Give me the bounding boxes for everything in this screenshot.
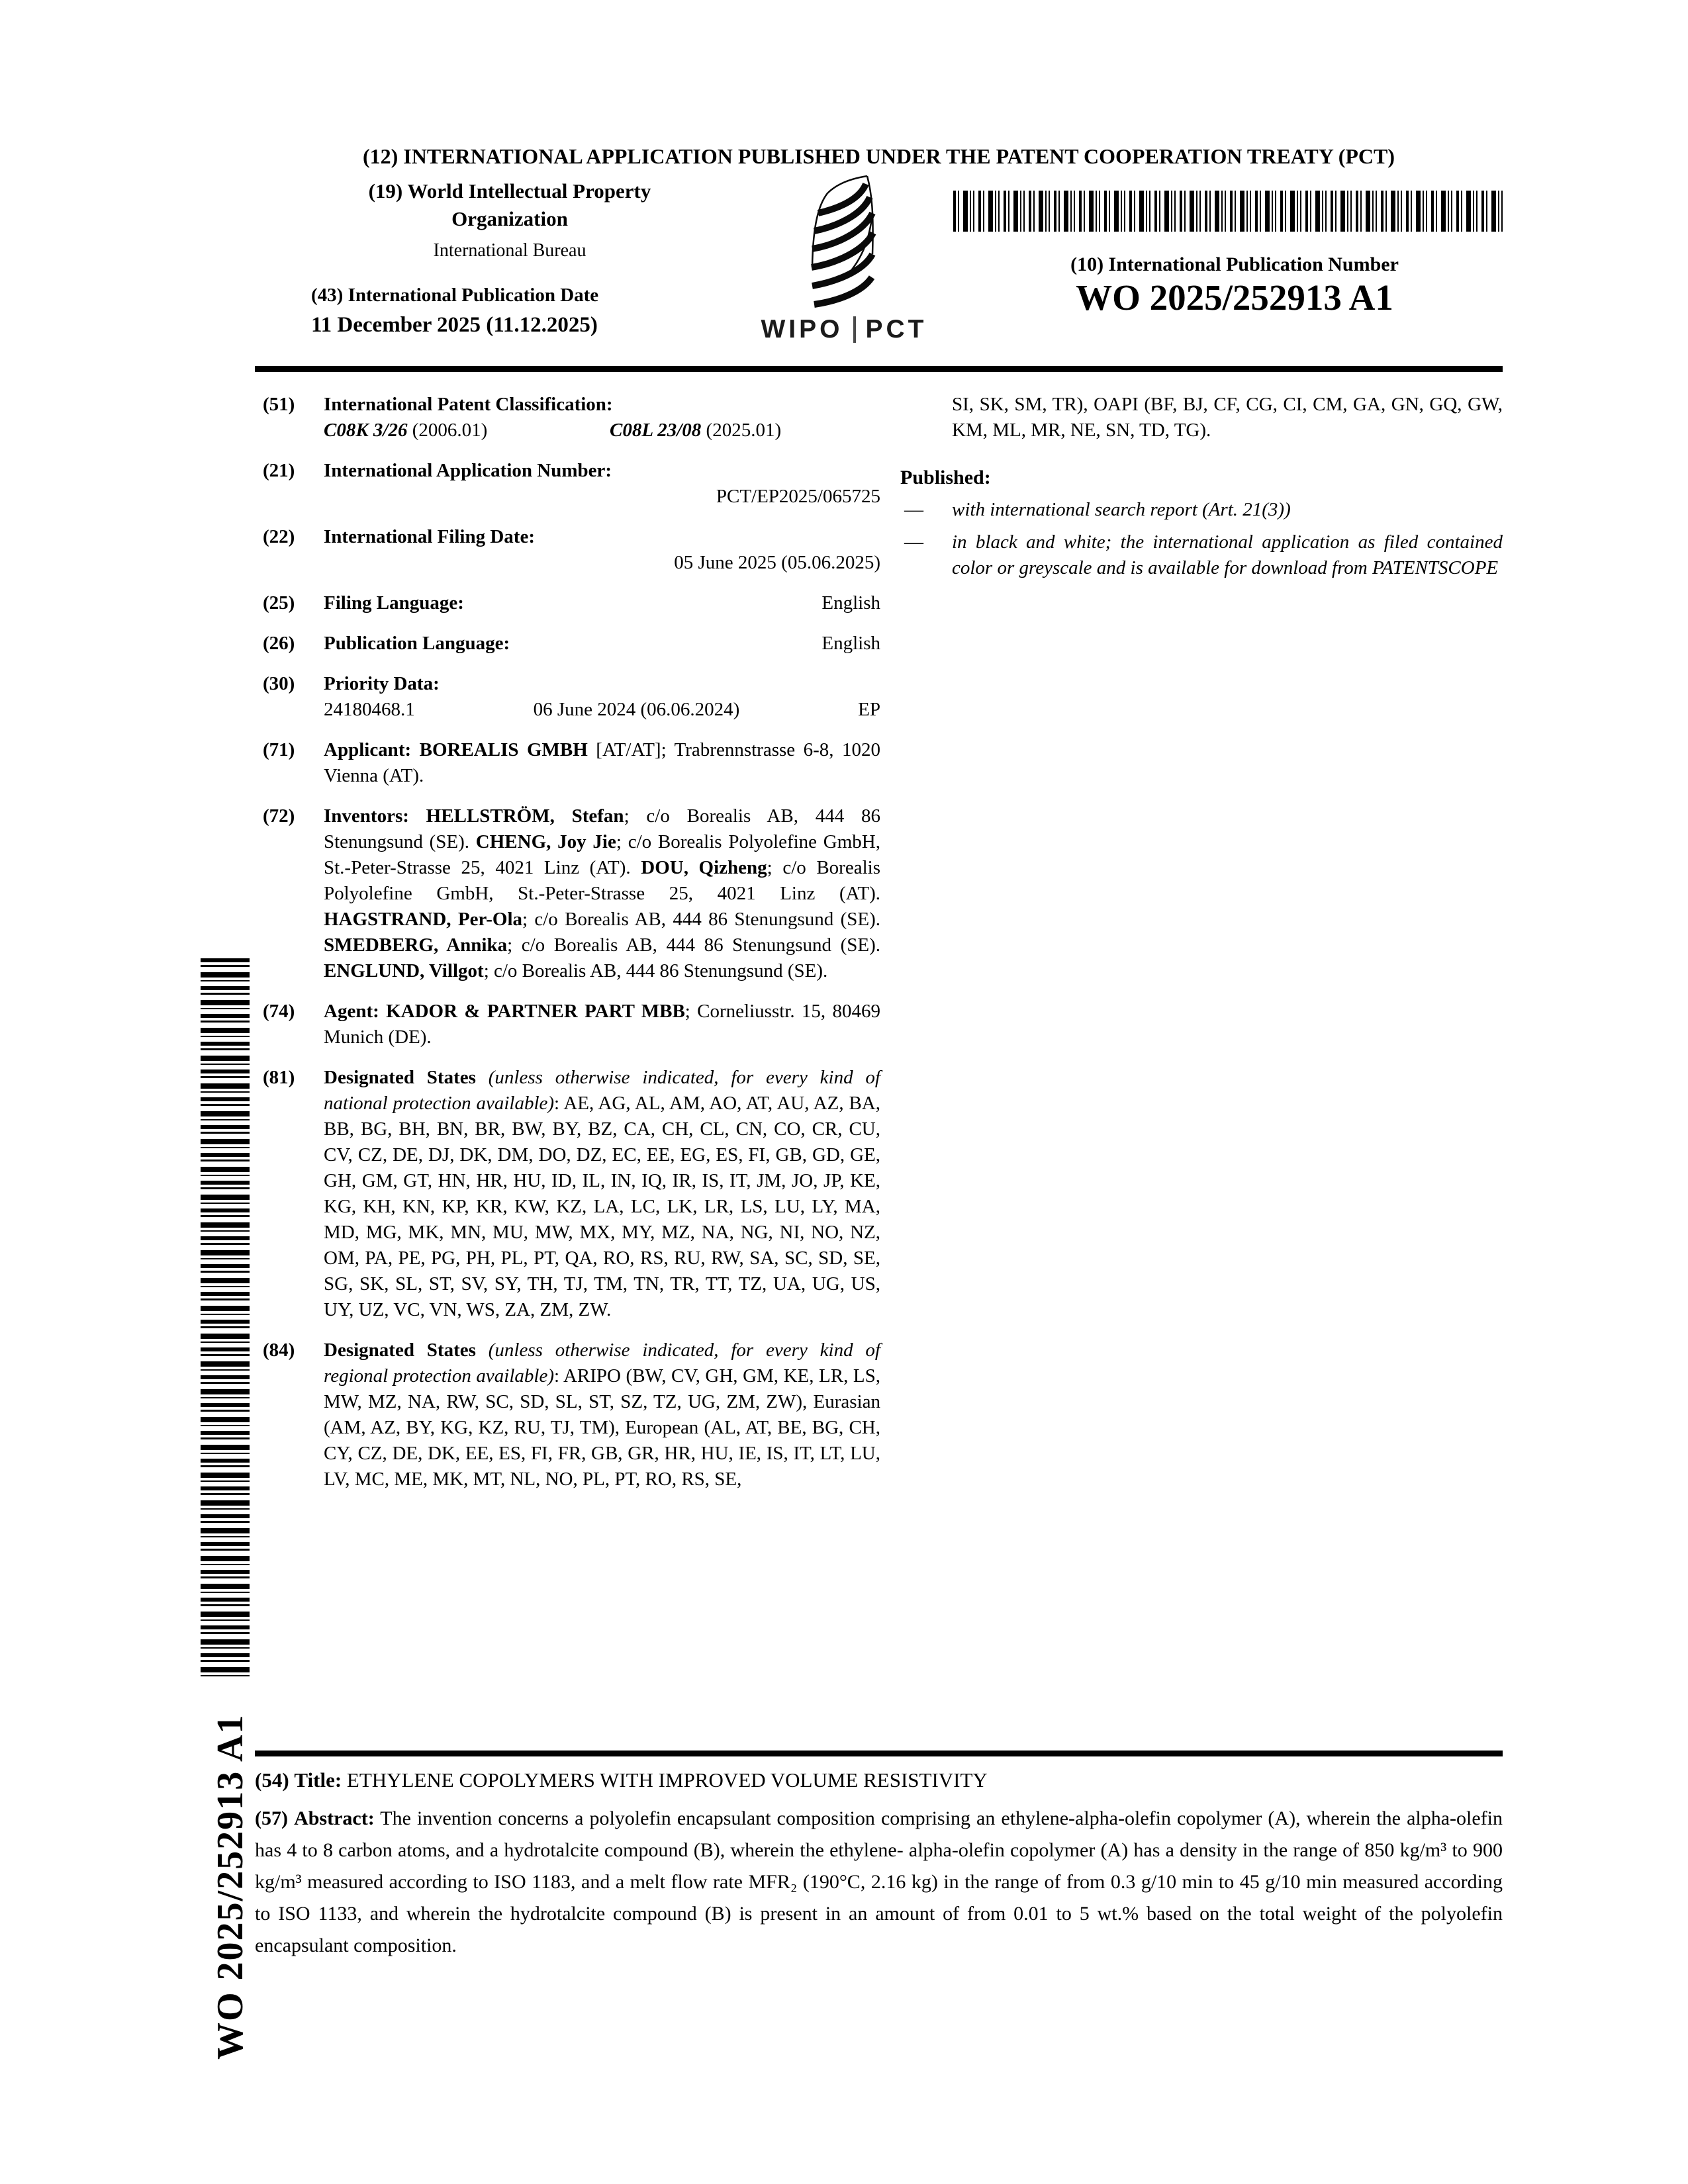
field-25-filing-language <box>255 590 880 616</box>
field-72-number: (72) <box>263 805 295 827</box>
org-name-line1: (19) World Intellectual Property <box>368 179 651 203</box>
application-number-value: PCT/EP2025/065725 <box>716 486 880 507</box>
field-21-application-number <box>255 458 880 510</box>
applicant-address: [AT/AT]; Trabrennstrasse 6-8, 1020 Vienna (AT). <box>324 739 881 786</box>
classification-entry: C08K 3/26 (2006.01) <box>324 420 488 441</box>
abstract-section <box>255 1803 1503 1962</box>
publication-date-value: 11 December 2025 (11.12.2025) <box>311 313 598 337</box>
published-item <box>900 497 1503 523</box>
priority-office: EP <box>858 699 880 720</box>
field-26-publication-language <box>255 631 880 657</box>
field-51-title: International Patent Classification: <box>324 394 613 415</box>
dash-bullet: — <box>904 531 923 553</box>
inventor-address: ; c/o Borealis AB, 444 86 Stenungsund (SE). <box>324 805 881 852</box>
title-section <box>255 1768 1503 1792</box>
field-72-inventors <box>255 803 880 984</box>
abstract-label: Abstract: <box>294 1807 375 1829</box>
sidebar-publication-number: WO 2025/252913 A1 <box>210 1713 251 2060</box>
agent-name: KADOR & PARTNER PART MBB <box>386 1001 685 1022</box>
designated-states-qualifier: (unless otherwise indicated, for every kind of national protection available) <box>324 1067 880 1114</box>
field-26-number: (26) <box>263 633 295 654</box>
designated-states-title: Designated States <box>324 1067 476 1088</box>
inventor-name: SMEDBERG, Annika <box>324 934 508 956</box>
inventor-name: DOU, Qizheng <box>641 857 767 878</box>
priority-data-row <box>324 697 880 723</box>
field-74-agent <box>255 999 880 1050</box>
applicant-label: Applicant: <box>324 739 412 760</box>
header-divider-rule <box>255 366 1503 372</box>
field-57-number: (57) <box>255 1807 288 1829</box>
classification-entries <box>324 418 880 443</box>
designated-states-qualifier: (unless otherwise indicated, for every kind of regional protection available) <box>324 1340 880 1387</box>
publication-barcode <box>953 191 1503 232</box>
inventor-name: HELLSTRÖM, Stefan <box>426 805 624 827</box>
field-84-designated-states-regional <box>255 1338 880 1492</box>
inventor-name: HAGSTRAND, Per-Ola <box>324 909 523 930</box>
logo-separator <box>853 316 856 343</box>
field-54-number: (54) <box>255 1768 289 1792</box>
field-71-applicant <box>255 737 880 789</box>
classification-entry: C08L 23/08 (2025.01) <box>610 420 782 441</box>
publication-date-label: (43) International Publication Date <box>311 285 599 306</box>
field-30-title: Priority Data: <box>324 673 440 694</box>
abstract-text: The invention concerns a polyolefin encapsulant composition comprising an ethylene-alpha-olefin copolymer (A), wherein the alpha-olefin has 4 to 8 carbon atoms, and a hydrotalcite compound (B), wherein the ethylene- alpha-olefin copolymer (A) has a density in the range of 850 kg/m³ to 900 kg/m³ measured according to ISO 1183, and a melt flow rate MFR₂ (190°C, 2.16 kg) in the range of from 0.3 g/10 min to 45 g/10 min measured according to ISO 1133, and wherein the hydrotalcite compound (B) is present in an amount of from 0.01 to 5 wt.% based on the total weight of the polyolefin encapsulant composition. <box>255 1807 1503 1956</box>
wipo-pct-logotype <box>728 315 960 344</box>
title-divider-rule <box>255 1751 1503 1756</box>
inventor-address: ; c/o Borealis AB, 444 86 Stenungsund (SE). <box>507 934 880 956</box>
inventor-address: ; c/o Borealis Polyolefine GmbH, St.-Peter-Strasse 25, 4021 Linz (AT). <box>324 857 880 904</box>
inventors-label: Inventors: <box>324 805 409 827</box>
invention-title: ETHYLENE COPOLYMERS WITH IMPROVED VOLUME RESISTIVITY <box>342 1768 988 1792</box>
field-51-number: (51) <box>263 394 295 415</box>
publication-language-value: English <box>821 633 880 654</box>
field-22-number: (22) <box>263 526 295 547</box>
published-item <box>900 529 1503 581</box>
publication-date-block <box>311 285 748 338</box>
dash-bullet: — <box>904 499 923 520</box>
field-74-number: (74) <box>263 1001 295 1022</box>
wipo-swirl-icon <box>804 173 884 310</box>
wipo-logo-text: WIPO <box>761 315 843 343</box>
designated-states-title: Designated States <box>324 1340 476 1361</box>
designated-states-list: : AE, AG, AL, AM, AO, AT, AU, AZ, BA, BB, BG, BH, BN, BR, BW, BY, BZ, CA, CH, CL, CN, CO, CR, CU, CV, CZ, DE, DJ, DK, DM, DO, DZ, EC, EE, EG, ES, FI, GB, GD, GE, GH, GM, GT, HN, HR, HU, ID, IL, IN, IQ, IR, IS, IT, JM, JO, JP, KE, KG, KH, KN, KP, KR, KW, KZ, LA, LC, LK, LR, LS, LU, LY, MA, MD, MG, MK, MN, MU, MW, MX, MY, MZ, NA, NG, NI, NO, NZ, OM, PA, PE, PG, PH, PL, PT, QA, RO, RS, RU, RW, SA, SC, SD, SE, SG, SK, SL, ST, SV, SY, TH, TJ, TM, TN, TR, TT, TZ, UA, UG, US, UY, UZ, VC, VN, WS, ZA, ZM, ZW. <box>324 1093 880 1320</box>
field-25-title: Filing Language: <box>324 592 464 614</box>
field-30-number: (30) <box>263 673 295 694</box>
field-22-filing-date <box>255 524 880 576</box>
wipo-logo-block <box>728 173 960 344</box>
field-21-title: International Application Number: <box>324 460 612 481</box>
field-22-title: International Filing Date: <box>324 526 535 547</box>
sidebar-barcode <box>201 958 250 1680</box>
wipo-org-block <box>311 177 708 265</box>
published-item-text: in black and white; the international application as filed contained color or greyscale and is available for download from PATENTSCOPE <box>952 531 1503 578</box>
bibliography-right-column <box>900 392 1503 581</box>
field-30-priority-data <box>255 671 880 723</box>
filing-date-value: 05 June 2025 (05.06.2025) <box>674 552 880 573</box>
field-25-number: (25) <box>263 592 295 614</box>
field-71-number: (71) <box>263 739 295 760</box>
field-81-designated-states <box>255 1065 880 1323</box>
org-name-line2: Organization <box>451 207 568 230</box>
applicant-name: BOREALIS GMBH <box>419 739 588 760</box>
filing-language-value: English <box>821 592 880 614</box>
published-item-text: with international search report (Art. 21(3)) <box>952 499 1291 520</box>
field-26-title: Publication Language: <box>324 633 510 654</box>
priority-date: 06 June 2024 (06.06.2024) <box>533 699 740 720</box>
pct-logo-text: PCT <box>865 315 927 343</box>
bibliography-left-column <box>255 392 880 1507</box>
title-label: Title: <box>294 1768 342 1792</box>
agent-address: ; Corneliusstr. 15, 80469 Munich (DE). <box>324 1001 880 1048</box>
treaty-header-line: (12) INTERNATIONAL APPLICATION PUBLISHED UNDER THE PATENT COOPERATION TREATY (PCT) <box>362 144 1395 168</box>
org-bureau: International Bureau <box>433 240 586 261</box>
publication-number-label: (10) International Publication Number <box>1070 253 1399 275</box>
field-84-number: (84) <box>263 1340 295 1361</box>
field-51-classification <box>255 392 880 443</box>
designated-states-list: : ARIPO (BW, CV, GH, GM, KE, LR, LS, MW, MZ, NA, RW, SC, SD, SL, ST, SZ, TZ, UG, ZM, ZW), Eurasian (AM, AZ, BY, KG, KZ, RU, TJ, TM), European (AL, AT, BE, BG, CH, CY, CZ, DE, DK, EE, ES, FI, FR, GB, GR, HR, HU, IE, IS, IT, LT, LU, LV, MC, ME, MK, MT, NL, NO, PL, PT, RO, RS, SE, <box>324 1365 880 1490</box>
field-21-number: (21) <box>263 460 295 481</box>
designated-states-continuation: SI, SK, SM, TR), OAPI (BF, BJ, CF, CG, CI, CM, GA, GN, GQ, GW, KM, ML, MR, NE, SN, TD, TG). <box>952 394 1503 441</box>
publication-number-value: WO 2025/252913 A1 <box>1076 277 1393 318</box>
agent-label: Agent: <box>324 1001 379 1022</box>
field-81-number: (81) <box>263 1067 295 1088</box>
published-label: Published: <box>900 467 991 488</box>
inventor-address: ; c/o Borealis AB, 444 86 Stenungsund (SE). <box>522 909 880 930</box>
priority-application-number: 24180468.1 <box>324 699 415 720</box>
inventor-name: ENGLUND, Villgot <box>324 960 484 981</box>
inventor-name: CHENG, Joy Jie <box>475 831 616 852</box>
inventor-address: ; c/o Borealis AB, 444 86 Stenungsund (SE). <box>483 960 828 981</box>
inventor-address: ; c/o Borealis Polyolefine GmbH, St.-Peter-Strasse 25, 4021 Linz (AT). <box>324 831 880 878</box>
